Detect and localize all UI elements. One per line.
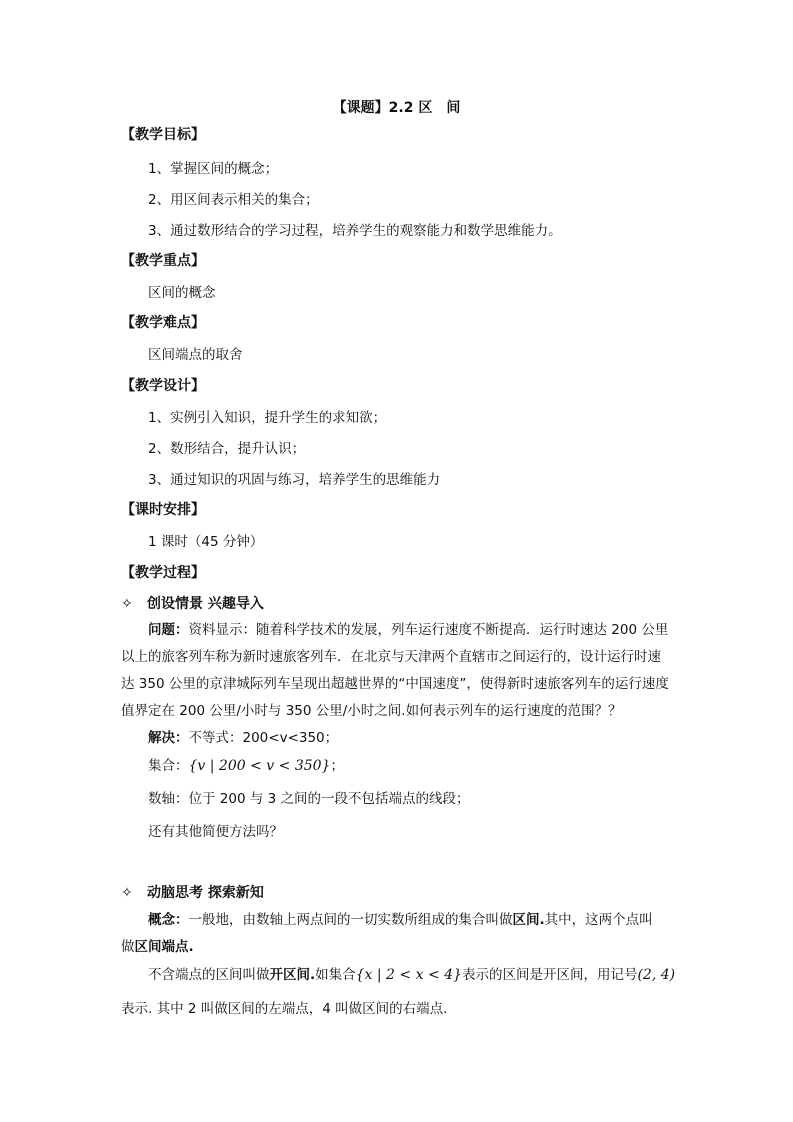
problem-line-2: 以上的旅客列车称为新时速旅客列车．在北京与天津两个直辖市之间运行的，设计运行时速 (121, 649, 661, 665)
term-interval: 区间. (512, 912, 545, 928)
schedule-text: 1 课时（45 分钟） (148, 534, 264, 550)
solve-line: 解决：不等式：200<v<350； (148, 730, 339, 746)
design-item-2: 2、数形结合，提升认识； (148, 441, 306, 457)
problem-line-1: 问题：资料显示：随着科学技术的发展，列车运行速度不断提高．运行时速达 200 公里 (148, 622, 669, 638)
open-interval-line-1: 不含端点的区间叫做开区间.如集合{x | 2 < x < 4}表示的区间是开区间，用记号(2, 4) (148, 967, 676, 983)
star-bullet-icon: ✧ (121, 885, 133, 901)
concept-label: 概念： (148, 912, 189, 928)
open-interval-notation: (2, 4) (637, 967, 676, 983)
heading-design: 【教学设计】 (121, 378, 205, 394)
axis-line: 数轴：位于 200 与 3 之间的一段不包括端点的线段； (148, 791, 470, 807)
open-set-formula: {x | 2 < x < 4} (355, 967, 462, 983)
set-label: 集合： (148, 758, 189, 774)
design-item-1: 1、实例引入知识，提升学生的求知欲； (148, 410, 387, 426)
design-item-3: 3、通过知识的巩固与练习，培养学生的思维能力 (148, 472, 441, 488)
set-formula: {v | 200 < v < 350} (188, 758, 331, 774)
solve-label: 解决： (148, 730, 189, 746)
problem-line-3: 达 350 公里的京津城际列车呈现出超越世界的“中国速度”，使得新时速旅客列车的运行速度 (121, 676, 669, 692)
star-bullet-icon: ✧ (121, 596, 133, 612)
section-heading-2 (121, 882, 264, 902)
term-open-interval: 开区间. (269, 967, 316, 983)
objective-item-3: 3、通过数形结合的学习过程，培养学生的观察能力和数学思维能力。 (148, 223, 562, 239)
heading-objectives: 【教学目标】 (121, 127, 205, 143)
term-interval-endpoint: 区间端点. (134, 939, 194, 955)
heading-process: 【教学过程】 (121, 565, 205, 581)
open-interval-line-2: 表示. 其中 2 叫做区间的左端点，4 叫做区间的右端点. (121, 1001, 448, 1017)
set-line: 集合：{v | 200 < v < 350}； (148, 758, 344, 774)
concept-line-1: 概念：一般地，由数轴上两点间的一切实数所组成的集合叫做区间.其中，这两个点叫 (148, 912, 653, 928)
difficulties-text: 区间端点的取舍 (148, 347, 243, 363)
heading-key-points: 【教学重点】 (121, 253, 205, 269)
section-title-2: 动脑思考 探索新知 (147, 885, 264, 901)
other-method-line: 还有其他简便方法吗？ (148, 824, 283, 840)
section-heading-1 (121, 593, 264, 613)
problem-label: 问题： (148, 622, 189, 638)
problem-line-4: 值界定在 200 公里/小时与 350 公里/小时之间.如何表示列车的运行速度的范围？？ (121, 703, 622, 719)
page-title: 【课题】2.2 区 间 (332, 100, 461, 116)
objective-item-1: 1、掌握区间的概念； (148, 161, 279, 177)
section-title-1: 创设情景 兴趣导入 (147, 596, 264, 612)
key-points-text: 区间的概念 (148, 285, 216, 301)
objective-item-2: 2、用区间表示相关的集合； (148, 192, 319, 208)
heading-difficulties: 【教学难点】 (121, 315, 205, 331)
concept-line-2: 做区间端点. (121, 939, 194, 955)
heading-schedule: 【课时安排】 (121, 502, 205, 518)
